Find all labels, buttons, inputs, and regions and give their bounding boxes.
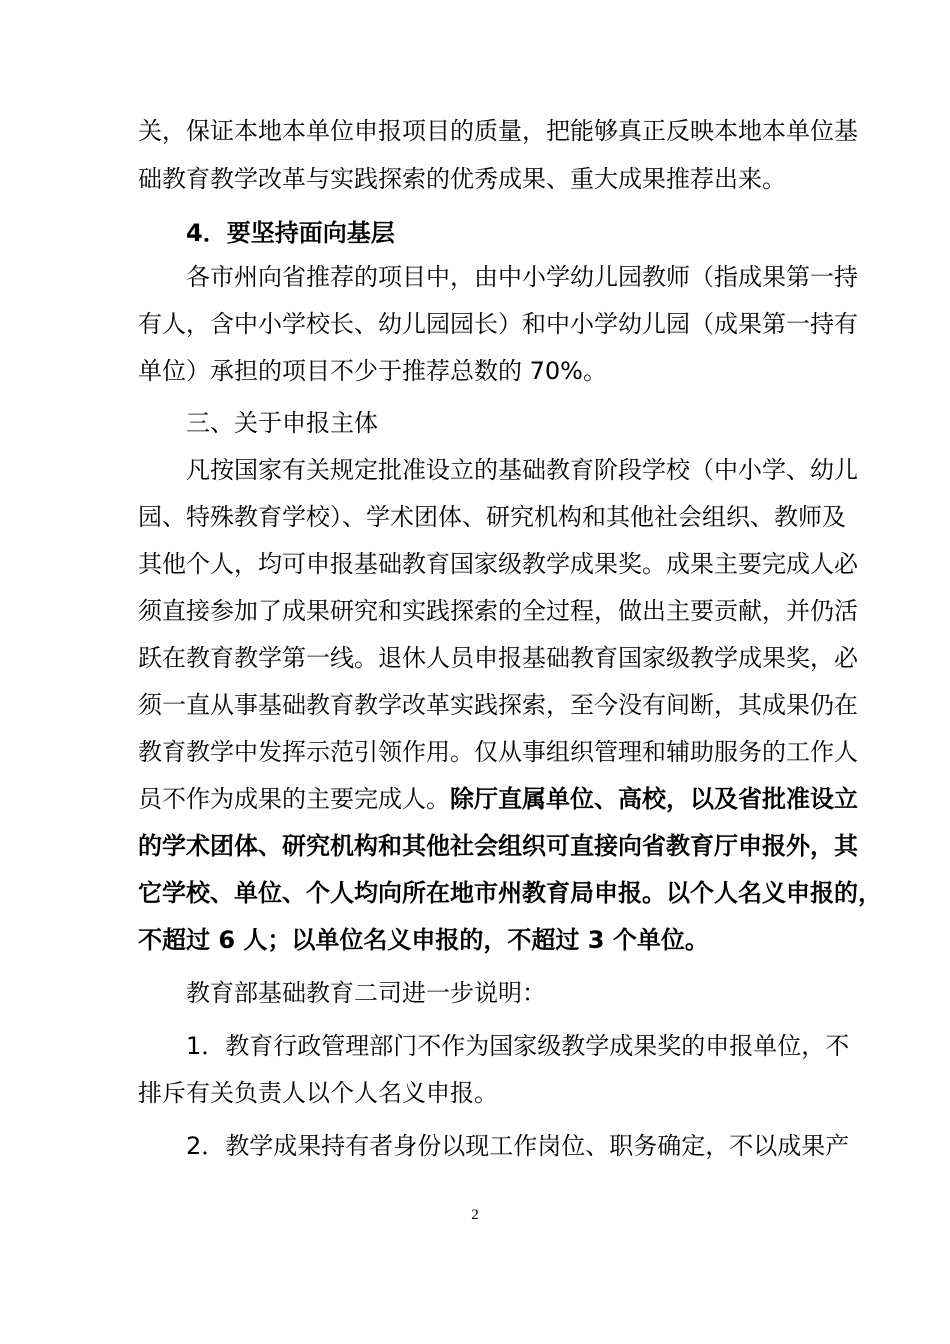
text-run: 须直接参加了成果研究和实践探索的全过程，做出主要贡献，并仍活 (138, 597, 858, 625)
text-run: 础教育教学改革与实践探索的优秀成果、重大成果推荐出来。 (138, 165, 786, 193)
paragraph-line (0, 831, 950, 861)
paragraph-line (0, 309, 950, 339)
text-run: 各市州向省推荐的项目中，由中小学幼儿园教师（指成果第一持 (186, 263, 858, 291)
bold-text-run: 它学校、单位、个人均向所在地市州教育局申报。以个人名义申报的， (138, 879, 882, 907)
paragraph-line (0, 164, 950, 194)
text-run: 1．教育行政管理部门不作为国家级教学成果奖的申报单位，不 (186, 1032, 850, 1060)
paragraph-line (0, 356, 950, 386)
text-run: 员不作为成果的主要完成人。 (138, 785, 450, 813)
text-run: 2．教学成果持有者身份以现工作岗位、职务确定，不以成果产 (186, 1132, 850, 1160)
paragraph-line (0, 925, 950, 955)
paragraph-line (0, 737, 950, 767)
paragraph-line (0, 690, 950, 720)
page-number: 2 (471, 1207, 479, 1223)
list-item-line (0, 1131, 950, 1161)
paragraph-line (0, 116, 950, 146)
section-heading (0, 218, 950, 248)
heading-text: 三、关于申报主体 (186, 409, 378, 437)
text-run: 教育教学中发挥示范引领作用。仅从事组织管理和辅助服务的工作人 (138, 738, 858, 766)
section-heading (0, 408, 950, 438)
text-run: 跃在教育教学第一线。退休人员申报基础教育国家级教学成果奖，必 (138, 644, 858, 672)
text-run: 单位）承担的项目不少于推荐总数的 70%。 (138, 357, 607, 385)
heading-text: 4．要坚持面向基层 (186, 219, 395, 247)
text-run: 有人，含中小学校长、幼儿园园长）和中小学幼儿园（成果第一持有 (138, 310, 858, 338)
paragraph-line (0, 262, 950, 292)
paragraph-line (0, 784, 950, 814)
paragraph-line (0, 596, 950, 626)
paragraph-line (0, 978, 950, 1008)
paragraph-line (0, 549, 950, 579)
bold-text-run: 不超过 6 人；以单位名义申报的，不超过 3 个单位。 (138, 926, 709, 954)
text-run: 园、特殊教育学校）、学术团体、研究机构和其他社会组织、教师及 (138, 503, 846, 531)
paragraph-line (0, 455, 950, 485)
list-item-line (0, 1078, 950, 1108)
text-run: 须一直从事基础教育教学改革实践探索，至今没有间断，其成果仍在 (138, 691, 858, 719)
text-run: 凡按国家有关规定批准设立的基础教育阶段学校（中小学、幼儿 (186, 456, 858, 484)
paragraph-line (0, 878, 950, 908)
bold-text-run: 除厅直属单位、高校，以及省批准设立 (450, 785, 858, 813)
text-run: 其他个人，均可申报基础教育国家级教学成果奖。成果主要完成人必 (138, 550, 858, 578)
text-run: 排斥有关负责人以个人名义申报。 (138, 1079, 498, 1107)
text-run: 教育部基础教育二司进一步说明： (186, 979, 546, 1007)
text-run: 关，保证本地本单位申报项目的质量，把能够真正反映本地本单位基 (138, 117, 858, 145)
paragraph-line (0, 502, 950, 532)
paragraph-line (0, 643, 950, 673)
list-item-line (0, 1031, 950, 1061)
bold-text-run: 的学术团体、研究机构和其他社会组织可直接向省教育厅申报外，其 (138, 832, 858, 860)
